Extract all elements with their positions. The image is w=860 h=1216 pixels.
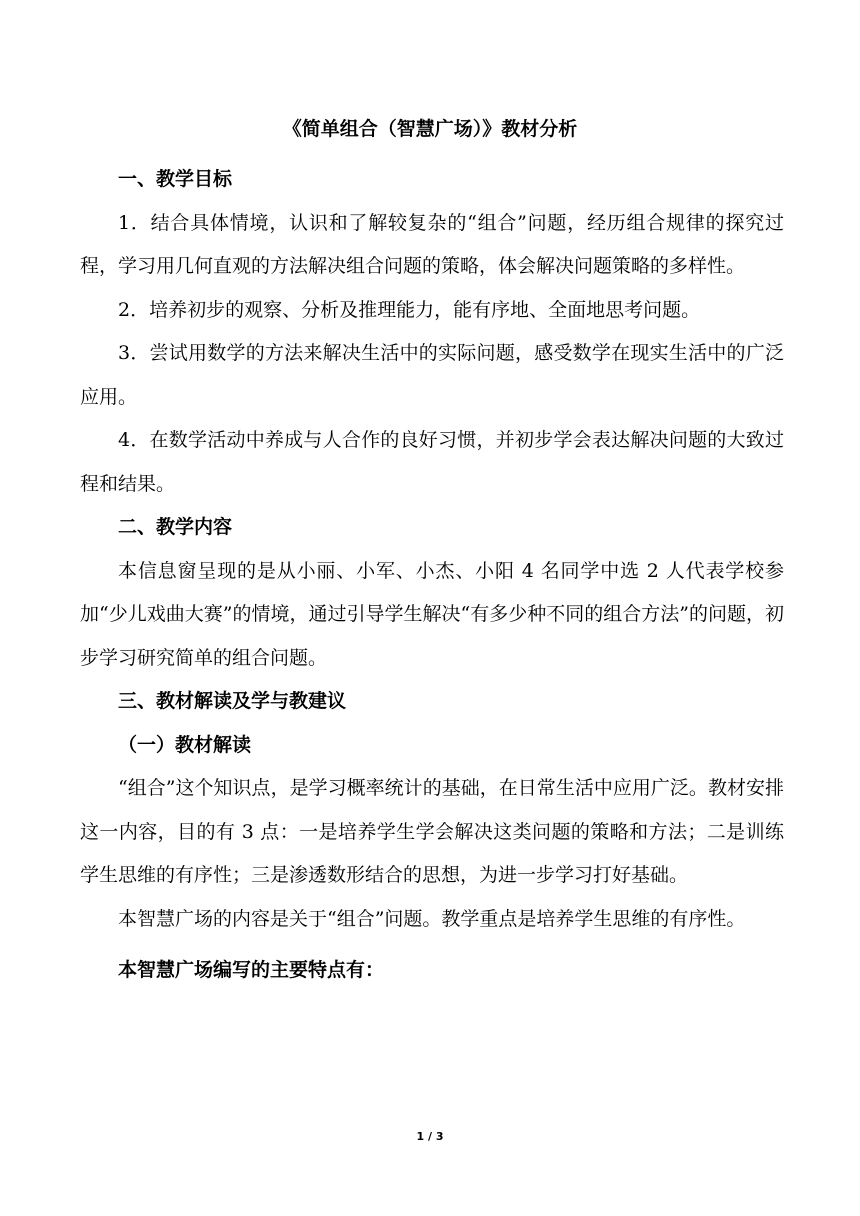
interpretation-paragraph-1: “组合”这个知识点，是学习概率统计的基础，在日常生活中应用广泛。教材安排这一内容，目的有 3 点：一是培养学生学会解决这类问题的策略和方法；二是训练学生思维的有序性；三是渗透数形结合的思想，为进一步学习打好基础。	[80, 777, 784, 886]
document-body	[80, 158, 784, 993]
objective-paragraph-3: 3．尝试用数学的方法来解决生活中的实际问题，感受数学在现实生活中的广泛应用。	[80, 342, 784, 408]
content-paragraph-1: 本信息窗呈现的是从小丽、小军、小杰、小阳 4 名同学中选 2 人代表学校参加“少儿戏曲大赛”的情境，通过引导学生解决“有多少种不同的组合方法”的问题，初步学习研究简单的组合问题。	[80, 559, 784, 669]
features-lead-text: 本智慧广场编写的主要特点有：	[118, 959, 385, 981]
objective-paragraph-2: 2．培养初步的观察、分析及推理能力，能有序地、全面地思考问题。	[118, 298, 701, 321]
document-title: 《简单组合（智慧广场）》教材分析	[282, 118, 578, 140]
subsection-heading-interpretation: （一）教材解读	[118, 733, 252, 756]
objective-paragraph-1: 1．结合具体情境，认识和了解较复杂的“组合”问题，经历组合规律的探究过程，学习用几何直观的方法解决组合问题的策略，体会解决问题策略的多样性。	[80, 211, 784, 277]
section-heading-content: 二、教学内容	[118, 516, 233, 538]
page-number: 1 / 3	[416, 1130, 444, 1143]
interpretation-paragraph-2: 本智慧广场的内容是关于“组合”问题。教学重点是培养学生思维的有序性。	[118, 907, 746, 930]
objective-paragraph-4: 4．在数学活动中养成与人合作的良好习惯，并初步学会表达解决问题的大致过程和结果。	[80, 429, 784, 495]
section-heading-objectives: 一、教学目标	[118, 168, 233, 190]
section-heading-interpretation: 三、教材解读及学与教建议	[118, 690, 347, 712]
